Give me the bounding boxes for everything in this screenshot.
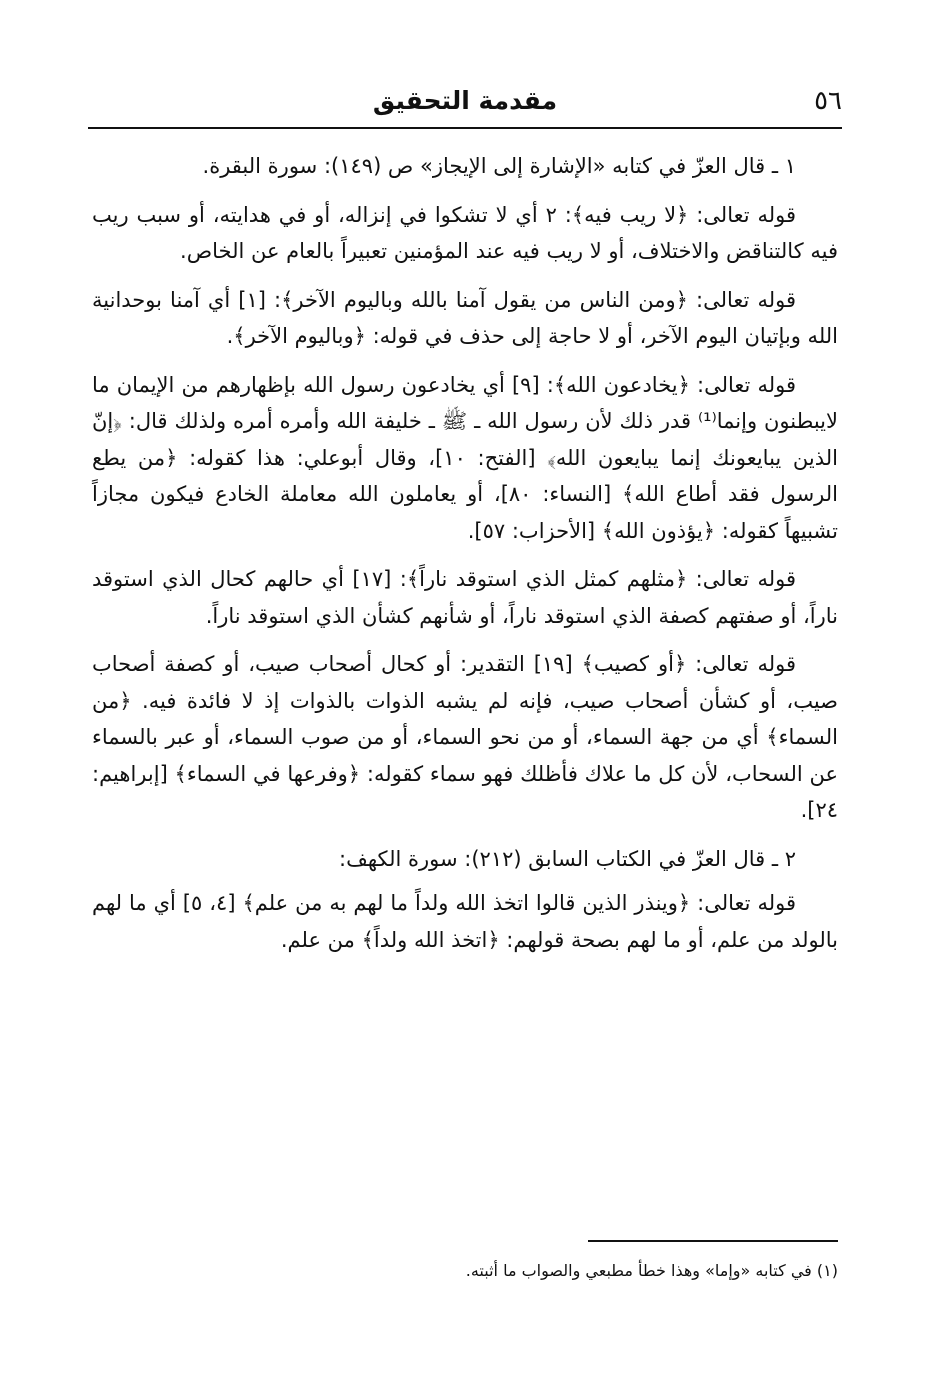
footnote-divider (588, 1240, 838, 1242)
paragraph-8: قوله تعالى: ﴿وينذر الذين قالوا اتخذ الله ولداً ما لهم به من علم﴾ [٤، ٥] أي ما لهم بالولد من علم، أو ما لهم بصحة قولهم: ﴿اتخذ الله ولداً﴾ من علم. (92, 891, 838, 952)
footnote: (١) في كتابه «وإما» وهذا خطأ مطبعي والصواب ما أثبته. (465, 1261, 838, 1280)
page-header (88, 78, 842, 126)
paragraph-3: قوله تعالى: ﴿ومن الناس من يقول آمنا بالله وباليوم الآخر﴾: [١] أي آمنا بوحدانية الله وبإتيان اليوم الآخر، أو لا حاجة إلى حذف في قوله: ﴿وباليوم الآخر﴾. (92, 287, 838, 348)
paragraph-6: قوله تعالى: ﴿أو كصيب﴾ [١٩] التقدير: أو كحال أصحاب صيب، أو كصفة أصحاب صيب، أو كشأن أصحاب صيب، فإنه لم يشبه الذوات بالذوات إذ لا فائدة فيه. ﴿من السماء﴾ أي من جهة السماء، أو من نحو السماء، أو من صوب السماء، أو عبر بالسماء عن السحاب، لأن كل ما علاك فأظلك فهو سماء كقوله: ﴿وفرعها في السماء﴾ [إبراهيم: ٢٤]. (92, 652, 838, 822)
paragraph-4: قوله تعالى: ﴿يخادعون الله﴾: [٩] أي يخادعون رسول الله بإظهارهم من الإيمان ما لايبطنون وإنما⁽¹⁾ قدر ذلك لأن رسول الله ـ ﷺ ـ خليفة الله وأمره أمره ولذلك قال: ﴿إنّ الذين يبايعونك إنما يبايعون الله﴾ [الفتح: ١٠]، وقال أبوعلي: هذا كقوله: ﴿من يطع الرسول فقد أطاع الله﴾ [النساء: ٨٠]، أو يعاملون الله معاملة الخادع فيكون مجازاً تشبيهاً كقوله: ﴿يؤذون الله﴾ [الأحزاب: ٥٧]. (92, 372, 838, 543)
paragraph-5: قوله تعالى: ﴿مثلهم كمثل الذي استوقد ناراً﴾: [١٧] أي حالهم كحال الذي استوقد ناراً، أو صفتهم كصفة الذي استوقد ناراً، أو شأنهم كشأن الذي استوقد ناراً. (92, 567, 838, 628)
paragraph-7: ٢ ـ قال العزّ في الكتاب السابق (٢١٢): سورة الكهف: (339, 846, 796, 871)
running-title: مقدمة التحقيق (372, 86, 558, 115)
paragraph-2: قوله تعالى: ﴿لا ريب فيه﴾: ٢ أي لا تشكوا في إنزاله، أو في هدايته، أو سبب ريب فيه كالتناقض والاختلاف، أو لا ريب فيه عند المؤمنين تعبيراً بالعام عن الخاص. (92, 202, 838, 263)
header-divider (88, 127, 842, 129)
page-body (92, 148, 838, 970)
paragraph-1: ١ ـ قال العزّ في كتابه «الإشارة إلى الإيجاز» ص (١٤٩): سورة البقرة. (202, 154, 796, 178)
page-number: ٥٦ (814, 86, 842, 116)
